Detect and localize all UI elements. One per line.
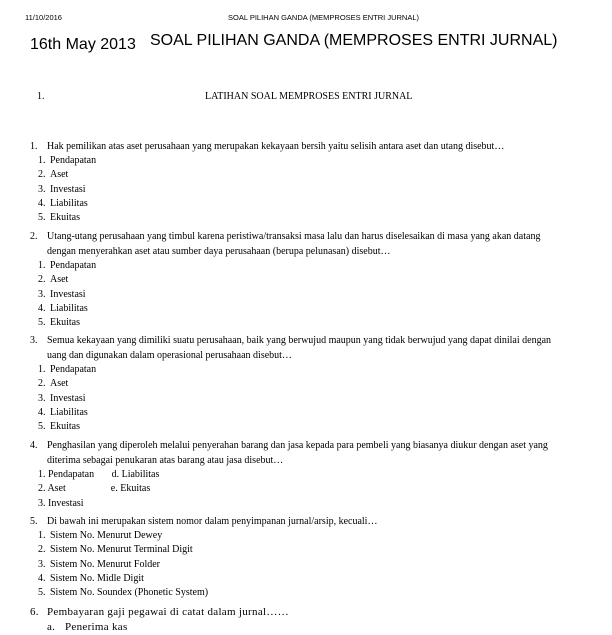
- option-number: 1.: [38, 364, 46, 375]
- answer-option: [30, 377, 584, 391]
- answer-option: [30, 392, 584, 406]
- option-text: Pendapatan: [50, 155, 97, 166]
- answer-option: [30, 154, 584, 168]
- question-text: Penghasilan yang diperoleh melalui penyerahan barang dan jasa kepada para pembeli yang biasanya diukur dengan aset yang: [47, 440, 548, 451]
- option-number: 5.: [38, 212, 46, 224]
- option-text: Penerima kas: [65, 621, 128, 633]
- option-text: Sistem No. Menurut Dewey: [50, 530, 163, 541]
- option-text: Ekuitas: [50, 317, 80, 329]
- option-number: a.: [47, 621, 56, 633]
- option-text: Investasi: [50, 183, 86, 195]
- question-stem: [30, 438, 584, 453]
- option-number: 4.: [38, 572, 46, 584]
- option-number: 5.: [38, 421, 46, 433]
- question-2: [30, 229, 584, 330]
- question-number: 2.: [30, 231, 38, 242]
- question-text: Hak pemilikan atas aset perusahaan yang merupakan kekayaan bersih yaitu selisih antara aset dan utang disebut…: [47, 141, 505, 152]
- option-text: Pendapatan: [50, 364, 97, 375]
- print-date: 11/10/2016: [25, 13, 62, 22]
- option-text: Liabilitas: [50, 406, 88, 418]
- question-3: [30, 333, 584, 434]
- answer-option: [30, 620, 289, 635]
- option-number: 2.: [38, 378, 46, 390]
- answer-option: [30, 316, 584, 330]
- option-number: 4.: [38, 406, 46, 418]
- question-stem: [30, 139, 584, 154]
- option-text: Aset: [50, 274, 69, 286]
- option-text: Ekuitas: [50, 212, 80, 224]
- question-text-continued: uang dan digunakan dalam operasional perusahaan disebut…: [47, 350, 292, 361]
- answer-option: [30, 197, 584, 211]
- option-number: 2.: [38, 169, 46, 181]
- answer-option: [30, 211, 584, 225]
- answer-option-row: 3. Investasi: [38, 497, 84, 509]
- option-text: Investasi: [50, 288, 86, 300]
- option-number: 1.: [38, 530, 46, 541]
- answer-option: [30, 572, 584, 586]
- answer-option: [30, 406, 584, 420]
- question-1: [30, 139, 584, 225]
- question-number: 3.: [30, 335, 38, 346]
- answer-option: [30, 543, 584, 557]
- option-text: Aset: [50, 378, 69, 390]
- option-number: 5.: [38, 317, 46, 329]
- option-text: Sistem No. Menurut Folder: [50, 558, 160, 570]
- option-text: Sistem No. Menurut Terminal Digit: [50, 544, 193, 556]
- answer-option-row: 1. Pendapatan d. Liabilitas: [38, 469, 160, 480]
- option-number: 5.: [38, 587, 46, 599]
- option-number: 3.: [38, 558, 46, 570]
- question-text: Di bawah ini merupakan sistem nomor dalam penyimpanan jurnal/arsip, kecuali…: [47, 516, 378, 527]
- answer-option-row: 2. Aset e. Ekuitas: [38, 483, 151, 495]
- answer-option: [30, 183, 584, 197]
- question-number: 5.: [30, 516, 38, 527]
- option-number: 3.: [38, 183, 46, 195]
- answer-option: [30, 259, 584, 273]
- option-text: Sistem No. Midle Digit: [50, 572, 144, 584]
- section-title: LATIHAN SOAL MEMPROSES ENTRI JURNAL: [205, 91, 413, 102]
- question-stem: [30, 333, 584, 348]
- question-number: 4.: [30, 440, 38, 451]
- option-number: 2.: [38, 544, 46, 556]
- question-5: [30, 514, 584, 600]
- option-number: 2.: [38, 274, 46, 286]
- option-number: 1.: [38, 155, 46, 166]
- question-text-continued: diterima sebagai penukaran atas barang atau jasa disebut…: [47, 455, 284, 466]
- answer-option: [30, 529, 584, 543]
- answer-option: [30, 586, 584, 600]
- post-title: SOAL PILIHAN GANDA (MEMPROSES ENTRI JURNAL): [150, 32, 558, 49]
- option-text: Investasi: [50, 392, 86, 404]
- question-text-continued: dengan menyerahkan aset atau sumber daya perusahaan (berupa pelunasan) disebut…: [47, 246, 391, 257]
- question-stem: [30, 514, 584, 529]
- question-text: Utang-utang perusahaan yang timbul karena peristiwa/transaksi masa lalu dan harus diselesaikan di masa yang akan datang: [47, 231, 541, 242]
- question-text: Pembayaran gaji pegawai di catat dalam jurnal……: [47, 606, 289, 618]
- question-number: 1.: [30, 141, 38, 152]
- answer-option: [30, 273, 584, 287]
- option-text: Pendapatan: [50, 260, 97, 271]
- option-text: Sistem No. Soundex (Phonetic System): [50, 587, 209, 599]
- option-number: 4.: [38, 302, 46, 314]
- option-text: Liabilitas: [50, 197, 88, 209]
- answer-option: [30, 363, 584, 377]
- question-stem: [30, 229, 584, 244]
- question-4: [30, 438, 584, 511]
- answer-option: [30, 302, 584, 316]
- option-text: Liabilitas: [50, 302, 88, 314]
- option-number: 3.: [38, 288, 46, 300]
- question-stem: [30, 605, 289, 620]
- option-number: 3.: [38, 392, 46, 404]
- question-text: Semua kekayaan yang dimiliki suatu perusahaan, baik yang berwujud maupun yang tidak berwujud yang dapat dinilai dengan: [47, 335, 552, 346]
- answer-option: [30, 420, 584, 434]
- section-number: 1.: [37, 91, 45, 102]
- option-text: Aset: [50, 169, 69, 181]
- print-header-title: SOAL PILIHAN GANDA (MEMPROSES ENTRI JURNAL): [228, 13, 420, 22]
- answer-option: [30, 288, 584, 302]
- option-number: 1.: [38, 260, 46, 271]
- option-text: Ekuitas: [50, 421, 80, 433]
- answer-option: [30, 558, 584, 572]
- question-6: [30, 605, 289, 635]
- option-number: 4.: [38, 197, 46, 209]
- question-number: 6.: [30, 606, 39, 618]
- post-date: 16th May 2013: [30, 36, 136, 53]
- answer-option: [30, 168, 584, 182]
